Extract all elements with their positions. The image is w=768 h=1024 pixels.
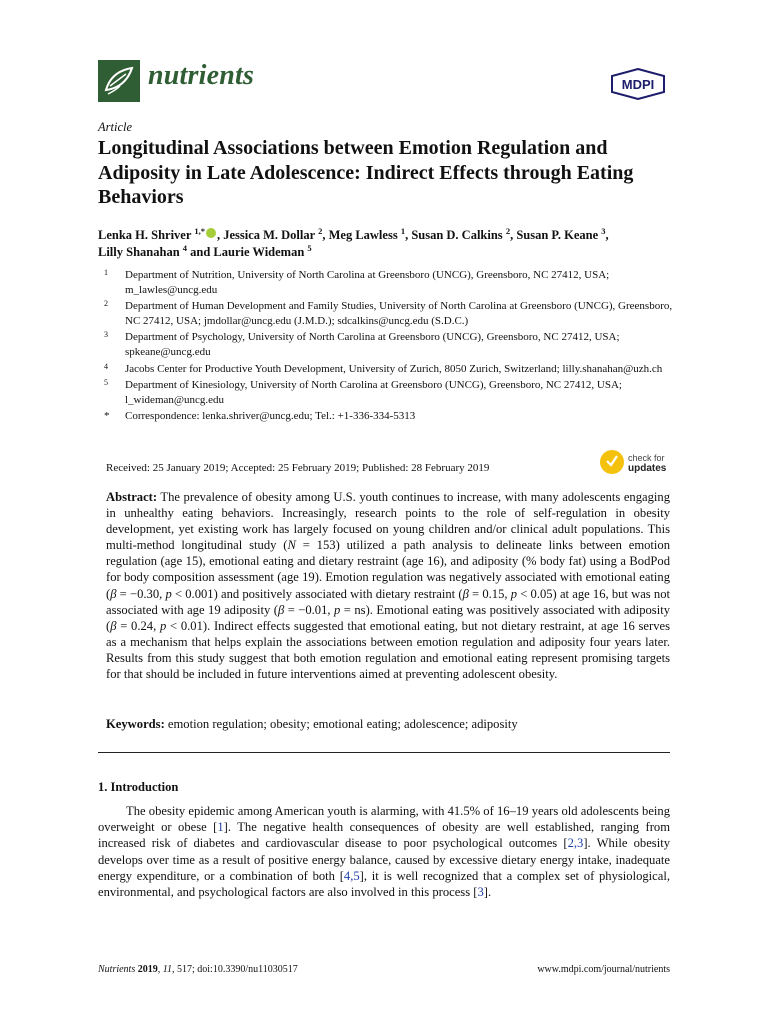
- affiliation-text: Department of Nutrition, University of North Carolina at Greensboro (UNCG), Greensboro, NC 27412, USA; m_lawles@uncg.edu: [125, 269, 610, 296]
- abstract: [106, 489, 670, 682]
- correspondence: [104, 409, 674, 424]
- orcid-icon[interactable]: [206, 228, 216, 238]
- author-separator: ,: [216, 228, 224, 242]
- citation-link[interactable]: 3: [477, 885, 484, 900]
- author-affil-sup: 4: [182, 242, 188, 253]
- abstract-text: The prevalence of obesity among U.S. youth continues to increase, with many adolescents engaging in unhealthy eating behaviors. Increasingly, research points to the role of self-regulation in obesity development, yet existing work has largely focused on young children and/or clinical adult populations. This multi-method longitudinal study (: [106, 490, 670, 553]
- author-affil-sup: 1: [400, 225, 406, 236]
- intro-text: ]. The negative health consequences of obesity are well established, ranging from increased risk of diabetes and cardiovascular disease to poor psychological outcomes [: [98, 820, 670, 851]
- abstract-text: β: [277, 602, 285, 617]
- affiliation-text: Department of Human Development and Family Studies, University of North Carolina at Greensboro (UNCG), Greensboro, NC 27412, USA; jmdollar@uncg.edu (J.M.D.); sdcalkins@uncg.edu (S.D.C.): [125, 300, 673, 327]
- intro-text: The obesity epidemic among American youth is alarming, with 41.5% of 16–19 years old adolescents being overweight or obese [: [98, 804, 670, 835]
- abstract-text: = 0.15,: [468, 586, 511, 601]
- author-name: Jessica M. Dollar: [223, 228, 319, 242]
- section-divider: [98, 752, 670, 753]
- mdpi-logo: [608, 68, 668, 100]
- author-separator: ,: [605, 228, 609, 242]
- abstract-text: p: [159, 618, 167, 633]
- abstract-text: = 0.24,: [116, 618, 160, 633]
- abstract-text: β: [110, 618, 117, 633]
- author-affil-sup: 5: [307, 242, 312, 253]
- intro-text: ].: [483, 885, 492, 900]
- check-for-updates-button[interactable]: [600, 450, 672, 476]
- article-title: Longitudinal Associations between Emotion Regulation and Adiposity in Late Adolescence: Indirect Effects through Eating Behaviors: [98, 137, 634, 208]
- abstract-text: N: [287, 538, 296, 553]
- citation-link[interactable]: 4,5: [343, 868, 360, 883]
- abstract-text: = ns). Emotional eating was positively associated with adiposity (: [106, 602, 671, 633]
- author-name: Lilly Shanahan: [98, 245, 183, 259]
- author-line-2: [98, 244, 678, 261]
- author-name: Susan P. Keane: [516, 228, 602, 242]
- abstract-text: < 0.01). Indirect effects suggested that emotional eating, but not dietary restraint, at age 16 serves as a mechanism that helps explain the associations between emotion regulation and adiposity four years later. Results from this study suggest that both emotion regulation and emotional eating represent promising targets for that should be included in future interventions aimed at preventing adolescent obesity.: [106, 618, 670, 682]
- affiliation-list: [104, 268, 674, 407]
- abstract-text: = −0.30,: [116, 586, 166, 601]
- citation-link[interactable]: 1: [217, 820, 224, 835]
- abstract-body: [106, 490, 670, 681]
- keywords-text: emotion regulation; obesity; emotional eating; adolescence; adiposity: [164, 717, 518, 731]
- author-affil-sup: 2: [318, 225, 323, 236]
- abstract-text: p: [510, 586, 518, 601]
- abstract-text: = 153) utilized a path analysis to delineate links between emotion regulation (age 15), emotional eating and dietary restraint (age 16), and adiposity (% body fat) using a BodPod for body composition assessment (age 19). Emotion regulation was negatively associated with emotional eating (: [106, 538, 670, 601]
- mdpi-logo-text: MDPI: [621, 77, 655, 92]
- affiliation-item: [104, 330, 674, 359]
- affiliation-text: Department of Psychology, University of North Carolina at Greensboro (UNCG), Greensboro, NC 27412, USA; spkeane@uncg.edu: [125, 331, 620, 358]
- affiliation-item: [104, 378, 674, 407]
- journal-name: nutrients: [148, 60, 255, 91]
- author-name: Susan D. Calkins: [411, 228, 506, 242]
- author-name: Meg Lawless: [328, 228, 401, 242]
- abstract-text: < 0.001) and positively associated with dietary restraint (: [171, 586, 463, 601]
- correspondence-mark: *: [104, 410, 110, 423]
- journal-url-link[interactable]: www.mdpi.com/journal/nutrients: [537, 964, 670, 975]
- author-separator: and: [187, 245, 214, 259]
- publication-dates: Received: 25 January 2019; Accepted: 25 February 2019; Published: 28 February 2019: [106, 462, 490, 474]
- affiliation-item: [104, 268, 674, 297]
- intro-text: ]. While obesity develops over time as a result of positive energy balance, caused by excessive dietary energy intake, inadequate energy expenditure, or a combination of both [: [98, 836, 670, 883]
- affiliation-text: Department of Kinesiology, University of North Carolina at Greensboro (UNCG), Greensboro, NC 27412, USA; l_wideman@uncg.edu: [125, 379, 622, 406]
- author-affil-sup: 3: [601, 225, 606, 236]
- author-name: Laurie Wideman: [213, 245, 308, 259]
- author-separator: ,: [322, 228, 329, 242]
- abstract-text: p: [165, 586, 172, 601]
- citation-link[interactable]: 2,3: [567, 836, 584, 851]
- author-separator: ,: [405, 228, 412, 242]
- affiliation-number: 1: [104, 268, 108, 277]
- affiliation-item: [104, 299, 674, 328]
- affiliation-text: Jacobs Center for Productive Youth Development, University of Zurich, 8050 Zurich, Switzerland; lilly.shanahan@uzh.ch: [125, 362, 663, 375]
- abstract-text: = −0.01,: [284, 602, 335, 617]
- abstract-text: < 0.05) at age 16, but was not associated with age 19 adiposity (: [106, 586, 670, 617]
- check-updates-label: check for updates: [628, 453, 667, 474]
- correspondence-text: Correspondence: lenka.shriver@uncg.edu; Tel.: +1-336-334-5313: [125, 410, 416, 423]
- affiliations: [104, 268, 674, 426]
- abstract-text: β: [462, 586, 469, 601]
- author-separator: ,: [510, 228, 517, 242]
- author-list: [98, 227, 678, 261]
- abstract-label: Abstract:: [106, 490, 158, 504]
- nutrients-leaf-icon: [98, 60, 140, 102]
- author-line-1: [98, 227, 678, 244]
- affiliation-number: 5: [104, 378, 108, 388]
- affiliation-item: [104, 362, 674, 377]
- affiliation-number: 4: [104, 361, 108, 371]
- abstract-text: β: [110, 586, 117, 601]
- section-heading: 1. Introduction: [98, 780, 179, 794]
- affiliation-number: 2: [104, 299, 108, 309]
- intro-text: ], it is well recognized that a complex set of physiological, environmental, and psychological factors are also involved in this process [: [98, 868, 671, 900]
- keywords: [106, 717, 670, 732]
- article-type: Article: [98, 120, 133, 134]
- author-affil-sup: 1,*: [194, 225, 205, 236]
- abstract-text: p: [334, 602, 341, 617]
- author-affil-sup: 2: [505, 225, 511, 236]
- check-updates-icon: [600, 450, 624, 474]
- keywords-label: Keywords:: [106, 717, 165, 731]
- affiliation-number: 3: [104, 330, 108, 340]
- intro-paragraph: [98, 803, 670, 900]
- author-name: Lenka H. Shriver: [98, 228, 195, 242]
- citation-footer: Nutrients 2019, 11, 517; doi:10.3390/nu11030517: [98, 964, 298, 975]
